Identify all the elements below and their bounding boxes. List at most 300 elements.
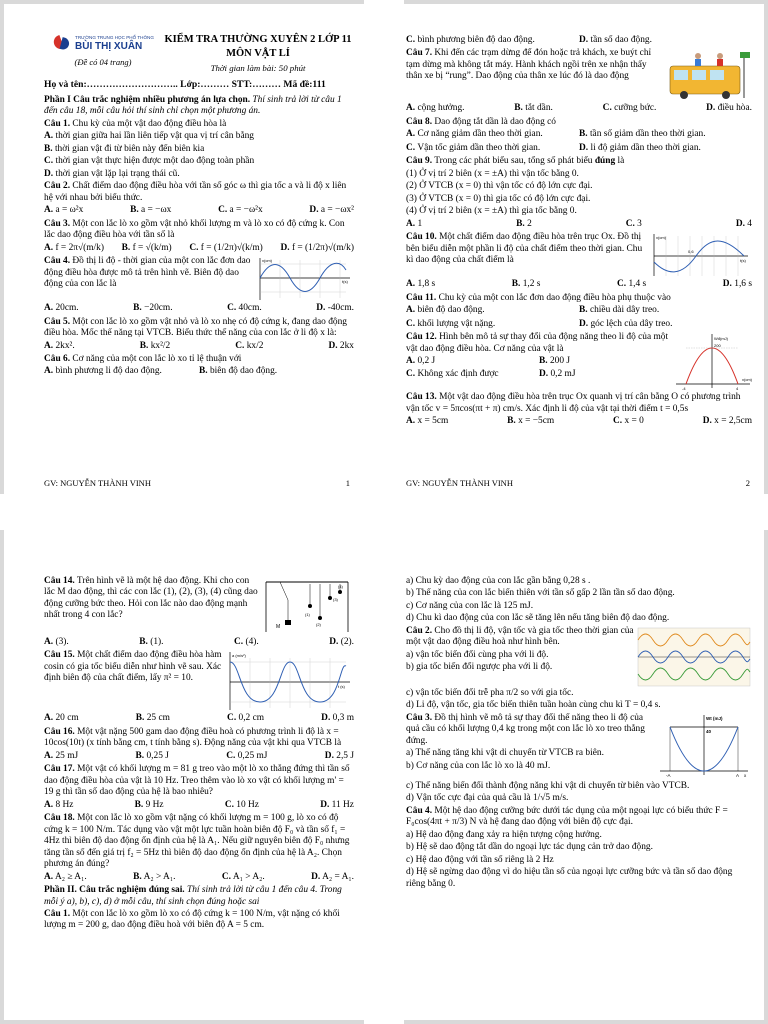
option-c: C. 3 [625,218,642,229]
options-row [406,319,752,330]
student-info-line: Họ và tên:……………………….. Lớp:……… STT:……… Mã đề:111 [44,79,326,91]
option-text: x = 5cm [417,415,449,426]
option-text: chiều dài dây treo. [589,305,660,316]
option-text: thời gian giữa hai lần liên tiếp vật qua vị trí cân bằng [55,131,254,142]
part1-heading [44,95,354,118]
option-c: C. 40cm. [227,303,262,314]
question-text: Một vật dao động điều hòa trên trục Ox quanh vị trí cân bằng O có phương trình vận tốc v = 5πcos(πt + π) cm/s. Xác định li độ của vật tại thời điểm t = 0,5s [406,392,741,414]
option-text: (2). [340,637,354,647]
question-text: là [617,156,625,167]
question-text: Trong các phát biểu sau, tổng số phát biểu [434,156,593,167]
option-text: 3 [637,218,642,229]
option-text: 0,2 mJ [550,369,576,380]
option-text: Vận tốc giảm dần theo thời gian. [417,142,541,153]
q15-acceleration-graph [224,650,354,712]
option-text: biên độ dao động. [209,366,278,377]
y-axis-label: Wđ(mJ) [714,336,728,342]
option-b: B. 1,2 s [511,279,541,290]
question-10-block [406,232,752,278]
pendulum-4-bob [338,590,342,594]
option-text: a = ω²x [55,205,84,216]
option-b: B. 9 Hz [134,799,164,810]
question-number: Câu 6. [44,353,71,364]
option-text: x = 2,5cm [714,415,752,426]
question-text-emphasis: đúng [594,156,616,167]
question-text: Một vật nặng 500 gam dao động điều hoà có phương trình li độ là x = 10cos(10t) (x tính bằng cm, t tính bằng s). Động năng của vật khi qua VTCB là [44,726,342,749]
x-axis-label: x(cm) [742,377,752,383]
passenger-icon [717,53,723,59]
y-axis-label: x(cm) [262,258,272,264]
page-2 [404,4,764,494]
peak-label: 200 [714,343,721,349]
option-text: khối lượng vật nặng. [417,318,496,329]
page-4 [404,530,764,1020]
options-row [44,303,354,314]
question-text: Chất điểm dao động điều hòa với tần số góc ω thì gia tốc a và li độ x liên hệ với nhau bởi biểu thức. [44,181,347,203]
bus-stop-sign-icon [740,52,750,58]
statement-b: b) Thế năng của con lắc biến thiên với tần số gấp 2 lần tần số dao động. [406,588,675,599]
part1-note: Thí sinh trả lời từ câu 1 đến câu 18, mỗi câu hỏi thí sinh chỉ chọn một phương án. [44,95,342,117]
option-text: x = 0 [624,415,644,426]
y-axis-label: x(cm) [656,235,666,241]
option-text: A₂ > A₁. [143,871,176,882]
option-c: C. bình phương biên độ dao động. [406,35,535,45]
option-text: tần số dao động. [590,35,652,45]
option-text: thời gian vật thực hiện được một dao động toàn phần [55,156,255,167]
option-a: A. 20 cm [44,713,79,724]
statement-4: (4) Ở vị trí 2 biên (x = ±A) thì gia tốc bằng 0. [406,206,577,217]
option-text: f = (1/2π)√(m/k) [291,242,354,253]
part2-question-3 [406,713,656,747]
pendulum-1-bob [308,604,312,608]
options-row [406,279,752,290]
option-text: 1,4 s [628,279,647,290]
option-text: kx/2 [246,340,264,351]
option-a: A. x = 5cm [406,415,449,426]
option-a: A. 8 Hz [44,799,74,810]
school-small-name: TRƯỜNG TRUNG HỌC PHỔ THÔNG [75,35,154,41]
left-tick-label: -4 [682,386,686,392]
options-row [44,872,354,883]
q14-coupled-pendulums [260,576,354,636]
question-14 [44,576,260,622]
option-text: f = (1/2π)√(k/m) [200,242,263,253]
option-d: D. 4 [735,218,752,229]
school-emblem-icon [52,34,72,54]
statement-3: (3) Ở VTCB (x = 0) thì gia tốc có độ lớn cực đại. [406,193,591,204]
option-text: cộng hưởng. [417,103,465,114]
question-10 [406,232,648,266]
option-c: C. A₁ > A₂. [221,871,265,882]
question-11 [406,293,752,304]
option-d: D. A₂ = A₁. [311,871,354,882]
options-row [44,341,354,352]
options-row [44,366,354,377]
part2-note: Thí sinh trả lời từ câu 1 đến câu 4. Trong mỗi ý a), b), c), d) ở mỗi câu, thí sinh chọn đúng hoặc sai [44,885,342,907]
option-d: D. tần số dao động. [579,35,652,45]
options-row [406,369,672,380]
question-12-block [406,332,752,392]
options-row [406,219,752,230]
q10-position-time-graph [648,232,752,278]
option-b: B. tần số giảm dần theo thời gian. [579,129,706,140]
question-text: Chu kỳ của một con lắc đơn dao động điều hòa phụ thuộc vào [438,292,671,303]
option-a: A. a = ω²x [44,205,84,216]
option-text: 20cm. [55,303,79,314]
option-text: 25 mJ [55,750,79,761]
options-row [406,129,752,140]
statement-d: d) Chu kì dao động của con lắc sẽ tăng lên nếu tăng biên độ dao động. [406,613,670,624]
option-a: A. 2kx². [44,340,75,351]
statement-d: d) Vận tốc cực đại của quả cầu là 1/√5 m/s. [406,793,569,804]
option-d: D. 11 Hz [320,799,354,810]
question-number: Câu 16. [44,726,75,737]
question-16 [44,727,354,750]
passenger-icon [695,53,701,59]
part2-question-2 [406,626,634,649]
option-c: C. 10 Hz [224,799,259,810]
option-b: B. f = √(k/m) [121,242,172,253]
question-number: Câu 8. [406,116,433,127]
part2-question-2-block [406,626,752,688]
option-text: bình phương li độ dao động. [55,366,162,377]
option-text: f = 2π√(m/k) [55,242,104,253]
option-a: A. Cơ năng giảm dần theo thời gian. [406,129,543,140]
option-text: Không xác định được [417,369,499,380]
q12-kinetic-energy-graph [672,332,752,392]
question-9 [406,156,752,167]
options-row [44,205,354,216]
tick-label: 0,6 [688,249,694,255]
question-number: Câu 10. [406,232,437,243]
school-name: BÙI THỊ XUÂN [75,40,143,52]
option-a: A. biên độ dao động. [406,305,485,316]
statement-c: c) Thế năng biến đổi thành động năng khi vật di chuyển từ biên vào VTCB. [406,780,690,791]
question-text: Đồ thị hình vẽ mô tả sự thay đổi thế năng theo li độ của quả cầu có khối lượng 0,4 kg trong một con lắc lò xo treo thẳng đứng. [406,712,645,746]
pendulum-2-label: (2) [316,622,321,627]
teacher-name: GV: NGUYỄN THÀNH VINH [406,477,513,488]
statement-a: a) Chu kỳ dao động của con lắc gần bằng 0,28 s . [406,576,591,586]
option-a: A. 1,8 s [406,279,436,290]
question-4 [44,256,254,290]
option-d: D. 0,3 m [321,713,354,724]
option-text: 8 Hz [55,799,74,810]
option-text: (3). [55,637,69,647]
exam-title-block [162,34,354,73]
page-number: 1 [345,477,350,488]
statement-a: a) Hệ dao động đang xảy ra hiện tượng cộng hưởng. [406,829,602,840]
question-text: Cơ năng của một con lắc lò xo tỉ lệ thuận với [72,353,242,364]
option-text: 2 [527,218,532,229]
option-c: C. Không xác định được [406,369,499,380]
y-axis-label: a (m/s²) [232,653,246,659]
option-d: D. (2). [329,637,354,647]
x-axis-label: x [744,772,747,778]
question-1 [44,119,354,130]
option-text: 2,5 J [336,750,354,761]
option-text: li độ giảm dần theo thời gian. [590,142,701,153]
options-row [406,416,752,427]
option-a: A. f = 2π√(m/k) [44,242,104,253]
bus-wheel-icon [722,91,730,99]
option-a: A. 20cm. [44,303,79,314]
question-text: Một con lắc lò xo gồm vật nặng có khối lượng m = 100 g, lò xo có độ cứng k = 100 N/m. Tác dụng vào vật một lực tuần hoàn biên độ F₀ và tần số f₁ = 4Hz thì biên độ dao động ổn định của hệ là A₁. Nếu giữ nguyên biên độ F₀ nhưng tăng tần số đến giá trị f₂ = 5Hz thì biên độ dao động ổn định của hệ là A₂. Chọn phương án đúng? [44,813,350,870]
p2q2-xva-graph [634,626,752,688]
page-3 [4,530,364,1020]
option-b: B. −20cm. [133,303,173,314]
right-tick-label: A [736,772,740,778]
question-number: Câu 2. [44,181,71,192]
exam-header [44,34,354,73]
option-d: D. 0,2 mJ [539,369,576,380]
option-c: C. f = (1/2π)√(k/m) [189,242,263,253]
option-b: B. 0,25 J [135,750,169,761]
option-d: D. điều hòa. [706,103,752,114]
pendulum-1-label: (1) [305,612,310,617]
question-number: Câu 4. [44,256,71,267]
option-b: B. thời gian vật đi từ biên này đến biên kia [44,143,205,154]
option-text: 2kx². [55,340,75,351]
option-text: A₂ = A₁. [322,871,354,882]
question-text: Một con lắc lò xo gồm vật nhỏ khối lượng m và lò xo có độ cứng k. Con lắc dao động điều hòa với tần số là [44,218,345,241]
question-text: Dao động tắt dần là dao động có [434,116,556,127]
options-row [406,356,672,367]
option-text: 1,8 s [417,279,436,290]
question-15-block [44,650,354,712]
options-row [44,243,354,254]
y-axis-label: Wt (mJ) [706,715,723,721]
question-number: Câu 9. [406,156,433,167]
option-text: 200 J [549,355,571,366]
question-2 [44,181,354,204]
question-text: Một chất điểm dao động điều hòa hàm cosin có gia tốc biểu diễn như hình vẽ sau. Xác định biên độ của chất điểm, lấy π² = 10. [44,650,222,684]
pendulum-2-bob [318,616,322,620]
statement-d: d) Li độ, vận tốc, gia tốc biến thiên tuần hoàn cùng chu kì T = 0,4 s. [406,700,661,711]
option-c: C. 1,4 s [617,279,647,290]
part2-question-4 [406,806,752,829]
question-text: Trên hình vẽ là một hệ dao động. Khi cho con lắc M dao động, thì các con lắc (1), (2), (3), (4) cũng dao động cưỡng bức theo. Hỏi con lắc nào dao động mạnh nhất trong 4 con lắc? [44,576,258,621]
option-text: thời gian vật đi từ biên này đến biên kia [54,143,205,154]
bus-illustration [662,48,752,102]
grid [260,260,346,298]
pendulum-m-label: M [276,624,281,630]
page-1 [4,4,364,494]
option-b: B. 200 J [539,355,571,366]
question-number: Câu 17. [44,764,75,775]
option-b: B. (1). [139,637,164,647]
left-tick-label: -A [666,772,671,778]
right-tick-label: 4 [736,386,739,392]
option-b: B. a = −ωx [130,205,172,216]
options-row [44,713,354,724]
part2-title: Phần II. Câu trắc nghiệm đúng sai. [44,885,185,896]
options-row [44,751,354,762]
question-number: Câu 1. [44,118,71,129]
question-number: Câu 4. [406,805,433,816]
statement-2: (2) Ở VTCB (x = 0) thì vận tốc có độ lớn cực đại. [406,181,593,192]
peak-label: 40 [706,728,712,734]
school-logo [44,34,162,67]
option-d: D. x = 2,5cm [702,415,752,426]
option-text: 10 Hz [236,799,259,810]
passenger-body-icon [695,59,701,66]
option-text: thời gian vật lặp lại trạng thái cũ. [55,168,180,179]
option-text: f = √(k/m) [132,242,172,253]
option-text: a = −ωx [141,205,172,216]
x-axis-label: t(s) [740,258,746,264]
exam-subject: MÔN VẬT LÍ [226,47,290,59]
question-15 [44,650,224,684]
page-footer [406,478,750,488]
option-d: D. thời gian vật lặp lại trạng thái cũ. [44,168,180,179]
option-a: A. A₂ ≥ A₁. [44,871,87,882]
option-text: A₁ > A₂. [232,871,265,882]
option-c: C. Vận tốc giảm dần theo thời gian. [406,142,541,153]
options-row [406,305,752,316]
part2-question-1 [44,909,354,932]
option-text: cưỡng bức. [614,103,657,114]
question-number: Câu 3. [44,218,71,229]
question-text: Hình bên mô tả sự thay đổi của động năng theo li độ của một vật dao động điều hòa. Cơ năng của vật là [406,332,669,354]
option-text: 4 [747,218,752,229]
option-c: C. cưỡng bức. [602,103,657,114]
question-text: Cho đồ thị li độ, vận tốc và gia tốc theo thời gian của một vật dao động điều hoà như hình bên. [406,625,634,648]
option-b: B. kx²/2 [139,340,171,351]
question-14-block [44,576,354,636]
option-b: B. 25 cm [135,713,170,724]
options-row [406,103,752,114]
statement-b: b) Cơ năng của con lắc lò xo là 40 mJ. [406,760,551,771]
option-d: D. -40cm. [316,303,354,314]
statement-c: c) Hệ dao động với tần số riêng là 2 Hz [406,854,554,865]
grid [230,658,346,708]
question-text: Chu kỳ của một vật dao động điều hòa là [72,118,227,129]
tilted-rod [280,582,288,600]
option-text: 1 [417,218,423,229]
question-number: Câu 3. [406,712,433,723]
p2q3-potential-energy-graph [656,713,752,781]
option-b: B. A₂ > A₁. [133,871,176,882]
option-c: C. a = −ω²x [218,205,263,216]
question-text: Một con lắc lò xo gồm lò xo có độ cứng k = 100 N/m, vật nặng có khối lượng m = 200 g, dao động điều hoà với biên độ A = 5 cm. [44,908,340,931]
pendulum-3-label: (3) [333,597,338,602]
question-text: Một hệ dao động cưỡng bức dưới tác dụng của một ngoại lực có biểu thức F = F₀cos(4πt + π/3) N và hệ đang dao động với biên độ cực đại. [406,805,728,828]
question-number: Câu 18. [44,813,75,824]
option-d: D. góc lệch của dây treo. [579,318,673,329]
teacher-name: GV: NGUYỄN THÀNH VINH [44,477,151,488]
option-d: D. f = (1/2π)√(m/k) [280,242,354,253]
options-row [44,637,354,648]
option-b: B. chiều dài dây treo. [579,305,660,316]
option-a: A. cộng hưởng. [406,103,465,114]
question-text: Khi đến các trạm dừng để đón hoặc trả khách, xe buýt chỉ tạm dừng mà không tắt máy. Hành khách ngồi trên xe nhận thấy thân xe bị “rung”. Dao động của thân xe lúc đó là dao động [406,48,652,82]
question-4-block [44,256,354,302]
exam-title: KIỂM TRA THƯỜNG XUYÊN 2 LỚP 11 [164,34,352,45]
option-d: D. 1,6 s [722,279,752,290]
question-number: Câu 13. [406,392,437,403]
question-8 [406,117,752,128]
option-text: 20 cm [55,713,79,724]
question-text: Đồ thị li độ - thời gian của một con lắc đơn dao động điều hòa được mô tả trên hình vẽ. Biên độ dao động của con lắc là [44,256,251,290]
option-b: B. biên độ dao động. [199,366,278,377]
statement-b: b) gia tốc biến đổi ngược pha với li độ. [406,662,553,673]
option-text: 25 cm [146,713,170,724]
options-row [406,35,752,46]
statement-1: (1) Ở vị trí 2 biên (x = ±A) thì vận tốc bằng 0. [406,168,579,179]
option-text: biên độ dao động. [417,305,485,316]
option-text: a = −ωx² [320,205,354,216]
question-number: Câu 15. [44,650,75,661]
option-c: C. x = 0 [613,415,644,426]
option-text: −20cm. [144,303,173,314]
option-text: điều hòa. [717,103,752,114]
question-number: Câu 12. [406,332,437,343]
statement-b: b) Hệ sẽ dao động tắt dần do ngoại lực tác dụng cản trở dao động. [406,842,653,853]
option-text: 11 Hz [331,799,354,810]
position-curve [654,241,744,272]
exam-time: Thời gian làm bài: 50 phút [210,62,306,73]
statement-a: a) vận tốc biến đổi cùng pha với li độ. [406,649,549,660]
question-number: Câu 5. [44,316,71,327]
question-12 [406,332,672,355]
option-b: B. tắt dần. [514,103,553,114]
option-text: 40cm. [238,303,262,314]
option-c: C. 0,2 cm [227,713,265,724]
position-curve [260,263,346,291]
question-18 [44,813,354,870]
option-text: 0,25 mJ [237,750,268,761]
bus-window-icon [692,70,706,80]
option-text: a = −ω²x [229,205,263,216]
option-text: 9 Hz [145,799,164,810]
option-b: B. x = −5cm [507,415,555,426]
option-text: 0,3 m [332,713,354,724]
option-text: tần số giảm dần theo thời gian. [589,129,706,140]
question-number: Câu 14. [44,576,75,586]
option-text: tắt dần. [525,103,553,114]
question-number: Câu 7. [406,48,433,59]
question-text: Một chất điểm dao động điều hòa trên trục Ox. Đồ thị bên biểu diễn một phần li độ của chất điểm theo thời gian. Chu kì dao động của chất điểm là [406,232,643,266]
part2-question-3-block [406,713,752,781]
bus-wheel-icon [680,91,688,99]
option-text: (1). [150,637,164,647]
option-c: C. (4). [233,637,259,647]
x-axis-label: t (s) [338,684,345,690]
option-c: C. 0,25 mJ [226,750,268,761]
option-text: góc lệch của dây treo. [590,318,673,329]
option-a: A. (3). [44,637,69,647]
option-c: C. khối lượng vật nặng. [406,318,496,329]
option-text: Cơ năng giảm dần theo thời gian. [417,129,543,140]
passenger-body-icon [717,59,723,66]
option-b: B. 2 [516,218,532,229]
option-c: C. thời gian vật thực hiện được một dao động toàn phần [44,156,255,167]
option-c: C. kx/2 [235,340,264,351]
question-number: Câu 11. [406,292,437,303]
part2-heading [44,885,354,908]
option-text: -40cm. [327,303,354,314]
option-text: x = −5cm [518,415,555,426]
page-gap-vertical [364,0,404,1024]
options-row [406,143,752,154]
option-text: bình phương biên độ dao động. [417,35,535,45]
page-number: 2 [745,477,750,488]
part1-title: Phần I Câu trắc nghiệm nhiều phương án lựa chọn. [44,95,251,106]
pendulum-4-label: (4) [338,584,343,589]
option-text: 0,2 cm [238,713,265,724]
question-number: Câu 1. [44,908,71,919]
bus-window-icon [710,70,724,80]
